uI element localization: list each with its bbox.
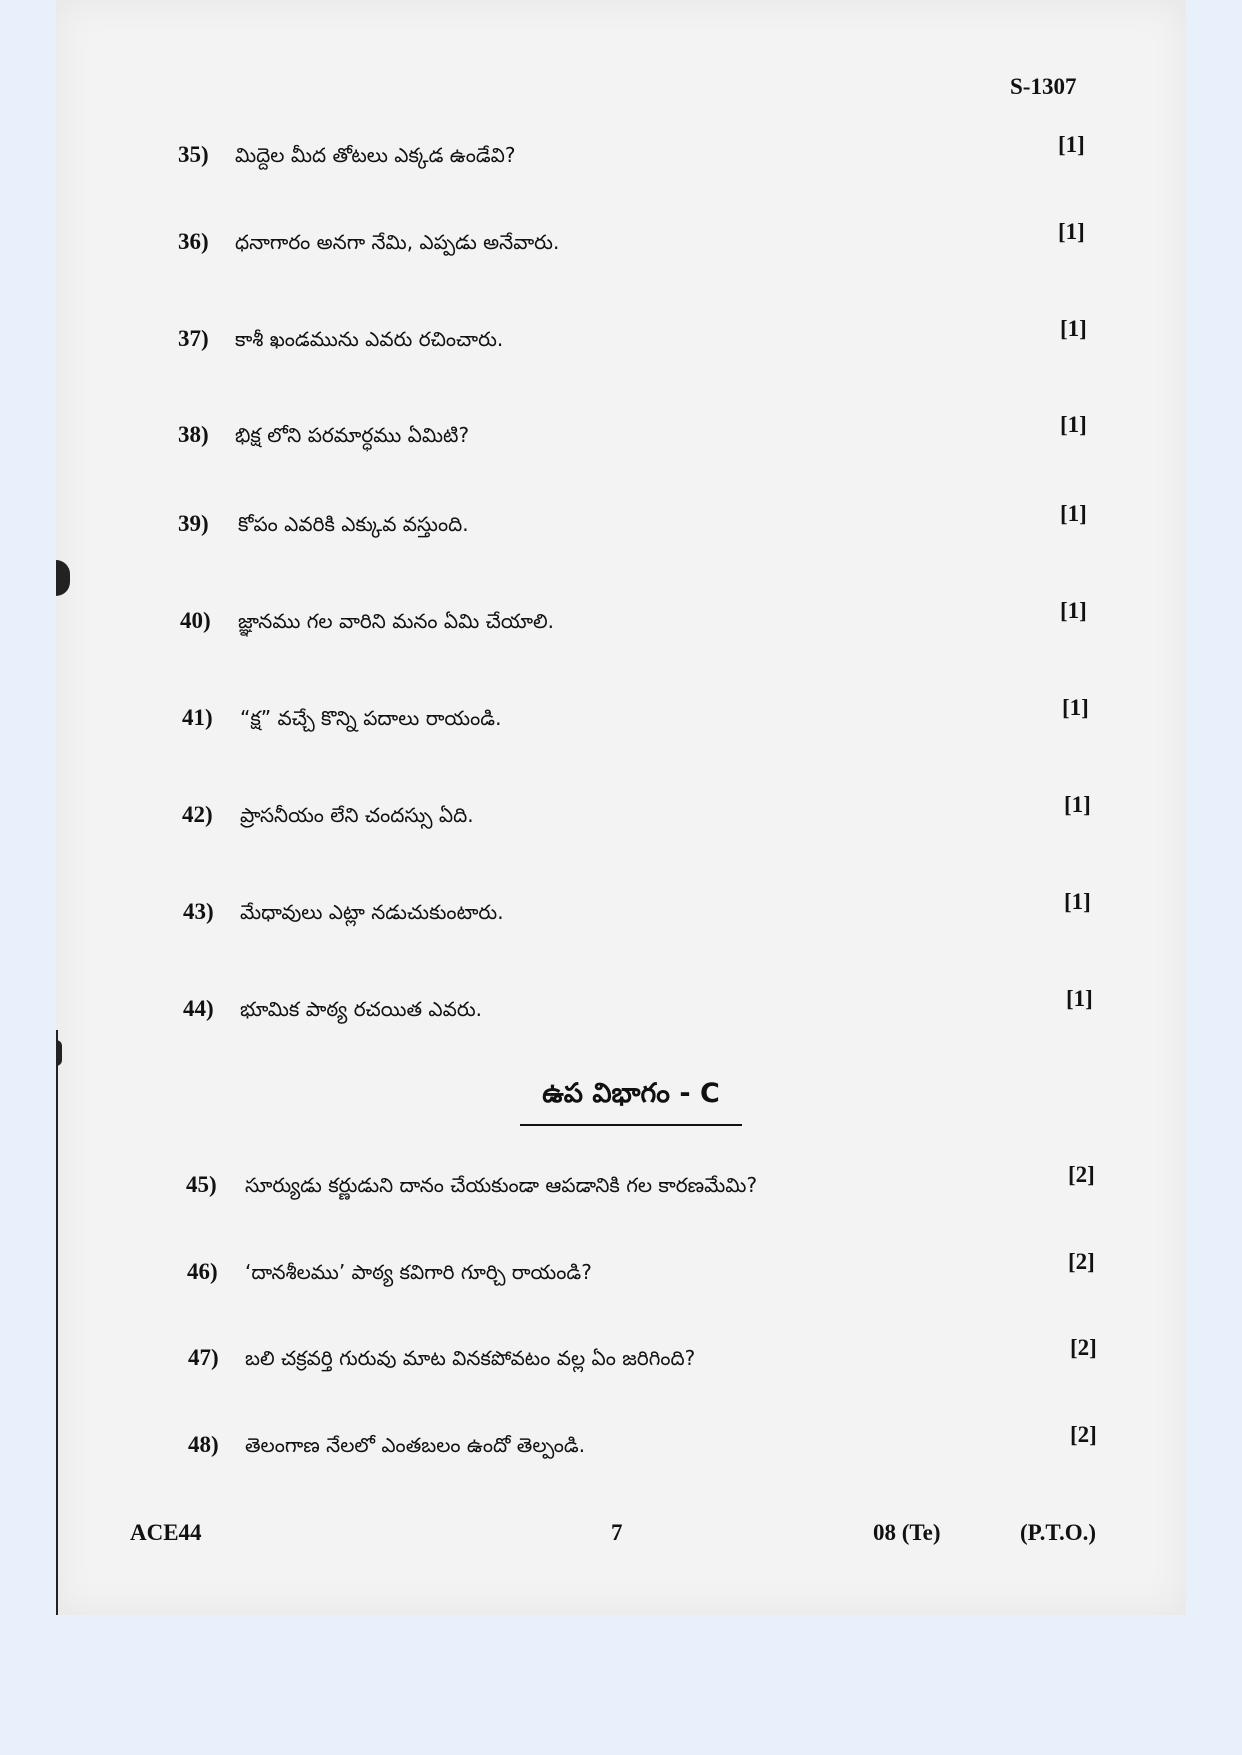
question-number: 44) <box>183 996 214 1021</box>
question-number: 42) <box>182 802 213 827</box>
question-marks: [1] <box>1064 792 1091 817</box>
question-marks: [1] <box>1060 501 1087 526</box>
question-number: 45) <box>186 1172 217 1197</box>
question-marks: [2] <box>1070 1422 1097 1447</box>
question-marks: [1] <box>1066 986 1093 1011</box>
question-number: 47) <box>188 1345 219 1370</box>
paper-code: S-1307 <box>1010 74 1077 99</box>
question-text: భూమిక పాఠ్య రచయిత ఎవరు. <box>240 997 482 1021</box>
question-item <box>0 132 1242 180</box>
footer-code: ACE44 <box>130 1520 202 1545</box>
question-number: 43) <box>183 899 214 924</box>
question-text: “క్ష” వచ్చే కొన్ని పదాలు రాయండి. <box>240 706 502 730</box>
question-item <box>0 598 1242 646</box>
question-number: 35) <box>178 142 209 167</box>
section-c-underline <box>520 1124 742 1126</box>
question-item <box>0 219 1242 267</box>
question-number: 41) <box>182 705 213 730</box>
subject-code: 08 (Te) <box>873 1520 941 1545</box>
question-item <box>0 1249 1242 1297</box>
question-number: 48) <box>188 1432 219 1457</box>
page-number: 7 <box>611 1520 623 1545</box>
question-text: కాశీ ఖండమును ఎవరు రచించారు. <box>235 327 504 351</box>
question-text: కోపం ఎవరికి ఎక్కువ వస్తుంది. <box>238 512 469 536</box>
question-number: 39) <box>178 511 209 536</box>
question-number: 40) <box>180 608 211 633</box>
question-marks: [1] <box>1058 219 1085 244</box>
section-c-heading <box>520 1078 742 1126</box>
question-text: తెలంగాణ నేలలో ఎంతబలం ఉందో తెల్పండి. <box>245 1433 586 1457</box>
question-item <box>0 501 1242 549</box>
question-text: సూర్యుడు కర్ణుడుని దానం చేయకుండా ఆపడానికి గల కారణమేమి? <box>245 1173 758 1197</box>
question-text: జ్ఞానము గల వారిని మనం ఏమి చేయాలి. <box>238 609 554 633</box>
question-number: 46) <box>187 1259 218 1284</box>
question-text: మిద్దెల మీద తోటలు ఎక్కడ ఉండేవి? <box>235 143 516 167</box>
question-text: ధనాగారం అనగా నేమి, ఎప్పడు అనేవారు. <box>235 230 560 254</box>
question-item <box>0 986 1242 1034</box>
question-text: ప్రాసనీయం లేని చందస్సు ఏది. <box>240 803 474 827</box>
question-text: మేధావులు ఎట్లా నడుచుకుంటారు. <box>240 900 504 924</box>
question-item <box>0 695 1242 743</box>
question-item <box>0 1335 1242 1383</box>
question-item <box>0 792 1242 840</box>
question-item <box>0 412 1242 460</box>
question-marks: [2] <box>1070 1335 1097 1360</box>
question-number: 38) <box>178 422 209 447</box>
question-item <box>0 1422 1242 1470</box>
question-marks: [1] <box>1060 316 1087 341</box>
section-c-title: ఉప విభాగం - C <box>542 1078 720 1109</box>
question-marks: [2] <box>1068 1249 1095 1274</box>
question-item <box>0 316 1242 364</box>
question-text: ‘దానశీలము’ పాఠ్య కవిగారి గూర్చి రాయండి? <box>245 1260 592 1284</box>
question-number: 36) <box>178 229 209 254</box>
pto-label: (P.T.O.) <box>1020 1520 1097 1545</box>
question-text: బలి చక్రవర్తి గురువు మాట వినకపోవటం వల్ల ఏం జరిగింది? <box>245 1346 696 1370</box>
question-marks: [1] <box>1060 412 1087 437</box>
question-marks: [1] <box>1062 695 1089 720</box>
question-marks: [1] <box>1058 132 1085 157</box>
question-text: భిక్ష లోని పరమార్ధము ఏమిటి? <box>235 423 470 447</box>
question-marks: [2] <box>1068 1162 1095 1187</box>
question-item <box>0 889 1242 937</box>
question-item <box>0 1162 1242 1210</box>
question-marks: [1] <box>1060 598 1087 623</box>
question-marks: [1] <box>1064 889 1091 914</box>
question-number: 37) <box>178 326 209 351</box>
page-edge-line <box>56 1030 58 1615</box>
